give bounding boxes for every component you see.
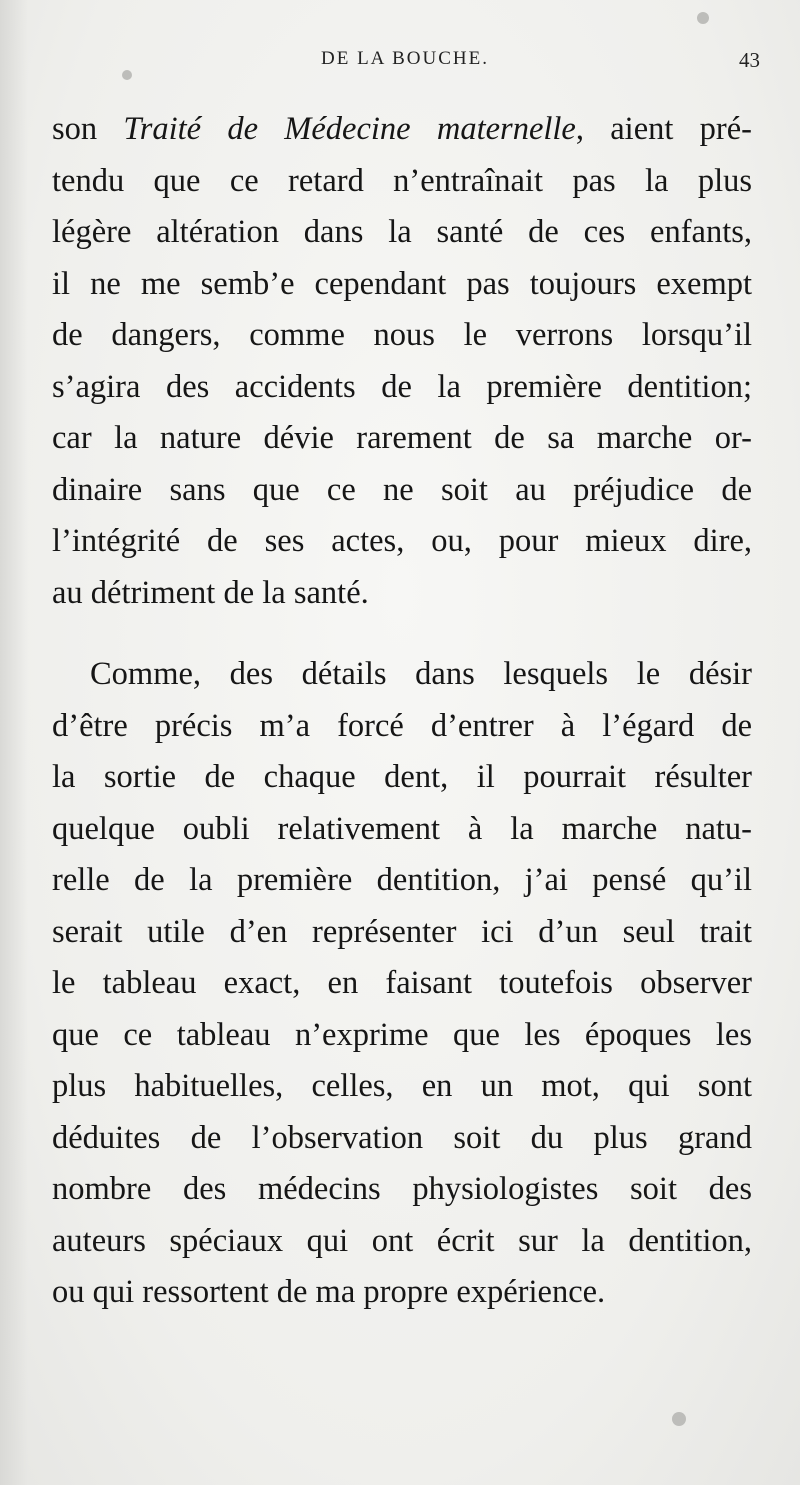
text-line: ou qui ressortent de ma propre expérience. — [52, 1274, 606, 1310]
text-span: , aient pré- — [575, 111, 753, 147]
page-number: 43 — [739, 48, 760, 72]
book-title: Traité de Médecine maternelle — [123, 111, 576, 147]
text-line: s’agira des accidents de la première dentition; — [52, 368, 752, 405]
text-line: dinaire sans que ce ne soit au préjudice de — [52, 471, 752, 508]
text-line: auteurs spéciaux qui ont écrit sur la dentition, — [52, 1222, 752, 1259]
text-line: de dangers, comme nous le verrons lorsqu’il — [52, 317, 752, 353]
paragraph-gap — [52, 619, 752, 649]
text-line: légère altération dans la santé de ces enfants, — [52, 214, 752, 250]
ink-speck — [672, 1412, 686, 1426]
text-line: au détriment de la santé. — [52, 574, 369, 611]
text-line: que ce tableau n’exprime que les époques les — [52, 1016, 752, 1053]
page-fold-shadow — [0, 0, 28, 1485]
text-line: le tableau exact, en faisant toutefois observer — [52, 965, 752, 1001]
text-line — [52, 104, 752, 156]
text-line: il ne me semb’e cependant pas toujours exempt — [52, 265, 752, 302]
text-line: d’être précis m’a forcé d’entrer à l’égard de — [52, 707, 752, 744]
text-span: son — [52, 111, 124, 147]
text-line: serait utile d’en représenter ici d’un seul trait — [52, 913, 752, 950]
text-line: car la nature dévie rarement de sa marche or- — [52, 420, 752, 456]
text-line: déduites de l’observation soit du plus grand — [52, 1119, 752, 1156]
running-header — [50, 48, 760, 84]
text-line: Comme, des détails dans lesquels le désir — [90, 656, 752, 692]
text-line: la sortie de chaque dent, il pourrait résulter — [52, 759, 752, 795]
text-line: tendu que ce retard n’entraînait pas la plus — [52, 162, 752, 199]
text-line: nombre des médecins physiologistes soit des — [52, 1171, 752, 1207]
paragraph-2 — [52, 649, 752, 1319]
paragraph-1 — [52, 104, 752, 619]
running-title: DE LA BOUCHE. — [321, 48, 489, 69]
text-line: plus habituelles, celles, en un mot, qui sont — [52, 1068, 752, 1104]
text-line: l’intégrité de ses actes, ou, pour mieux dire, — [52, 523, 752, 559]
text-line: relle de la première dentition, j’ai pensé qu’il — [52, 862, 752, 898]
body-text — [52, 104, 752, 1319]
text-line: quelque oubli relativement à la marche natu- — [52, 810, 752, 847]
ink-speck — [697, 12, 709, 24]
